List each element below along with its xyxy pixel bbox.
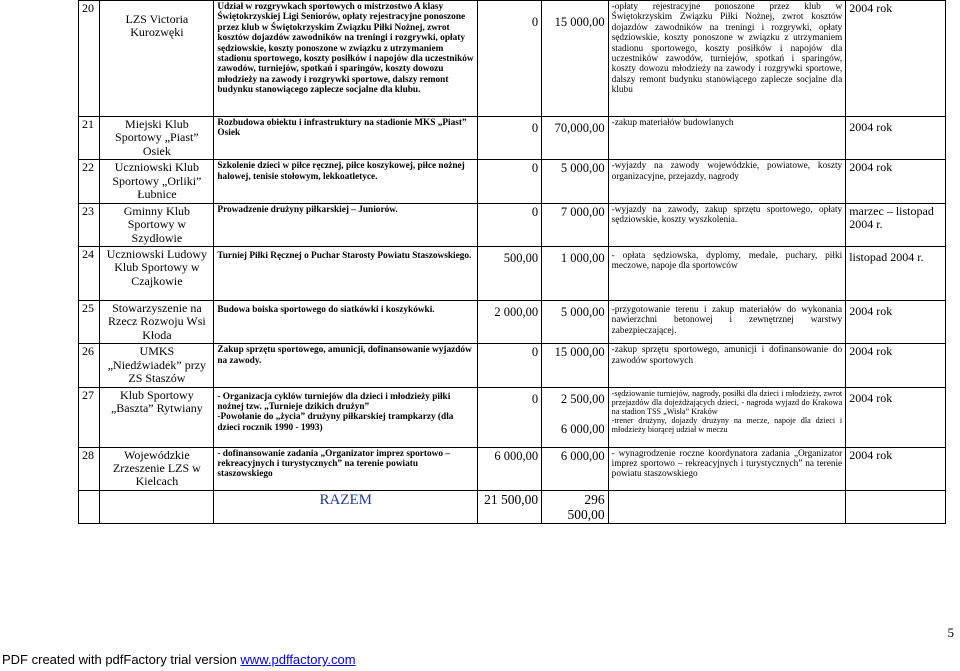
row-number: 26 xyxy=(79,344,100,387)
organization-name: Uczniowski Klub Sportowy „Orliki” Łubnice xyxy=(100,160,214,203)
cost-description: -opłaty rejestracyjne ponoszone przez klub w Świętokrzyskim Związku Piłki Nożnej, zwrot kosztów dojazdów zawodników na treningi i rozgrywki, opłaty sędziowskie, koszty ponoszone w związku z utrzymaniem stadionu sportowego, koszty posiłków i napojów dla uczestników zawodów, turniejów, spotkań i sparingów, koszty dowozu młodzieży na zawody i rozgrywki sportowe, dalszy remont budynku stanowiącego zaplecze socjalne dla klubu xyxy=(608,1,846,117)
summary-row xyxy=(79,490,946,523)
table-row xyxy=(79,246,946,300)
grant-amount: 1 000,00 xyxy=(542,246,609,300)
table-row xyxy=(79,160,946,203)
task-line: - Organizacja cyklów turniejów dla dzieci i młodzieży piłki nożnej tzw. „Turniejе dzikich drużyn” xyxy=(217,391,451,412)
organization-name: UMKS „Niedźwiadek” przy ZS Staszów xyxy=(100,344,214,387)
row-number: 27 xyxy=(79,387,100,447)
organization-name: LZS Victoria Kurozwęki xyxy=(100,1,214,117)
row-number: 22 xyxy=(79,160,100,203)
deadline: marzec – listopad 2004 r. xyxy=(846,203,946,246)
table-row xyxy=(79,300,946,343)
grant-amount: 6 000,00 xyxy=(542,447,609,490)
table-row xyxy=(79,203,946,246)
table-row xyxy=(79,117,946,160)
row-number: 25 xyxy=(79,300,100,343)
table-row xyxy=(79,387,946,447)
cost-description: -wyjazdy na zawody wojewódzkie, powiatowe, koszty organizacyjne, przejazdy, nagrody xyxy=(608,160,846,203)
table-row xyxy=(79,447,946,490)
cost-description: -zakup sprzętu sportowego, amunicji i dofinansowanie do zawodów sportowych xyxy=(608,344,846,387)
cost-description: - wynagrodzenie roczne koordynatora zadania „Organizator imprez sportowo – rekreacyjnych i turystycznych” na terenie powiatu staszowskiego xyxy=(608,447,846,490)
task-title: Turniej Piłki Ręcznej o Puchar Starosty Powiatu Staszowskiego. xyxy=(214,246,478,300)
row-number: 20 xyxy=(79,1,100,117)
task-title: Udział w rozgrywkach sportowych o mistrzostwo A klasy Świętokrzyskiej Ligi Seniorów, opłaty rejestracyjne ponoszone przez klub w Świętokrzyskim Związku Piłki Nożnej, zwrot kosztów dojazdów zawodników na treningi i rozgrywki, opłaty sędziowskie, koszty ponoszone w związku z utrzymaniem stadionu sportowego, koszty posiłków i napojów dla uczestników zawodów, turniejów, spotkań i sparingów, koszty dowozu młodzieży na zawody i rozgrywki sportowe, dalszy remont budynku stanowiącego zaplecze socjalne dla klubu. xyxy=(214,1,478,117)
cost-description xyxy=(608,387,846,447)
grant-table xyxy=(78,0,946,524)
row-number: 24 xyxy=(79,246,100,300)
own-funds: 0 xyxy=(478,1,542,117)
task-line: -Powołanie do „życia” drużyny piłkarskiej trampkarzy (dla dzieci rocznik 1990 - 1993) xyxy=(217,412,454,433)
deadline: 2004 rok xyxy=(846,387,946,447)
organization-name: Gminny Klub Sportowy w Szydłowie xyxy=(100,203,214,246)
own-funds: 2 000,00 xyxy=(478,300,542,343)
deadline: 2004 rok xyxy=(846,300,946,343)
row-number: 28 xyxy=(79,447,100,490)
footer-link[interactable]: www.pdffactory.com xyxy=(240,652,356,667)
cost-description: -wyjazdy na zawody, zakup sprzętu sportowego, opłaty sędziowskie, koszty wyszkolenia. xyxy=(608,203,846,246)
grant-total: 296 500,00 xyxy=(542,490,609,523)
own-funds-total: 21 500,00 xyxy=(478,490,542,523)
footer-text: PDF created with pdfFactory trial version xyxy=(2,652,241,667)
grant-amount: 15 000,00 xyxy=(542,1,609,117)
own-funds: 6 000,00 xyxy=(478,447,542,490)
task-title: Budowa boiska sportowego do siatkówki i koszykówki. xyxy=(214,300,478,343)
cost-description: - opłata sędziowska, dyplomy, medale, puchary, piłki meczowe, napoje dla sportowców xyxy=(608,246,846,300)
grant-amount: 15 000,00 xyxy=(542,344,609,387)
pdf-footer xyxy=(2,652,356,667)
deadline: 2004 rok xyxy=(846,117,946,160)
grant-amount xyxy=(542,387,609,447)
own-funds: 0 xyxy=(478,160,542,203)
grant-amount: 5 000,00 xyxy=(542,160,609,203)
deadline: 2004 rok xyxy=(846,447,946,490)
organization-name: Klub Sportowy „Baszta” Rytwiany xyxy=(100,387,214,447)
row-number: 21 xyxy=(79,117,100,160)
desc-line: -trener drużyny, dojazdy drużyny na mecze, napoje dla dzieci i młodzieży biorącej udział w meczu xyxy=(611,416,843,435)
task-title: Prowadzenie drużyny piłkarskiej – Juniorów. xyxy=(214,203,478,246)
row-number: 23 xyxy=(79,203,100,246)
desc-line: -sędziowanie turniejów, nagrody, posiłki dla dzieci i młodzieży, zwrot przejazdów dla dojeżdżających dzieci, - nagroda wyjazd do Krakowa na stadion TSS „Wisła” Kraków xyxy=(611,388,843,416)
grant-line: 2 500,00 xyxy=(560,391,605,406)
task-title: Rozbudowa obiektu i infrastruktury na stadionie MKS „Piast” Osiek xyxy=(214,117,478,160)
deadline: listopad 2004 r. xyxy=(846,246,946,300)
table-row xyxy=(79,344,946,387)
deadline: 2004 rok xyxy=(846,344,946,387)
task-title: - dofinansowanie zadania „Organizator imprez sportowo – rekreacyjnych i turystycznych” na terenie powiatu staszowskiego xyxy=(214,447,478,490)
own-funds: 0 xyxy=(478,344,542,387)
grant-amount: 5 000,00 xyxy=(542,300,609,343)
page-number: 5 xyxy=(947,625,954,640)
own-funds: 500,00 xyxy=(478,246,542,300)
deadline: 2004 rok xyxy=(846,160,946,203)
deadline: 2004 rok xyxy=(846,1,946,117)
own-funds: 0 xyxy=(478,387,542,447)
organization-name: Miejski Klub Sportowy „Piast” Osiek xyxy=(100,117,214,160)
table-row xyxy=(79,1,946,117)
cost-description: -przygotowanie terenu i zakup materiałów do wykonania nawierzchni betonowej i zewnętrznej warstwy zabezpieczającej. xyxy=(608,300,846,343)
task-title: Zakup sprzętu sportowego, amunicji, dofinansowanie wyjazdów na zawody. xyxy=(214,344,478,387)
grant-amount: 7 000,00 xyxy=(542,203,609,246)
organization-name: Wojewódzkie Zrzeszenie LZS w Kielcach xyxy=(100,447,214,490)
own-funds: 0 xyxy=(478,203,542,246)
organization-name: Stowarzyszenie na Rzecz Rozwoju Wsi Kłoda xyxy=(100,300,214,343)
grant-amount: 70,000,00 xyxy=(542,117,609,160)
task-title xyxy=(214,387,478,447)
cost-description: -zakup materiałów budowlanych xyxy=(608,117,846,160)
summary-label: RAZEM xyxy=(214,490,478,523)
organization-name: Uczniowski Ludowy Klub Sportowy w Czajkowie xyxy=(100,246,214,300)
task-title: Szkolenie dzieci w piłce ręcznej, piłce koszykowej, piłce nożnej halowej, tenisie stołowym, lekkoatletyce. xyxy=(214,160,478,203)
own-funds: 0 xyxy=(478,117,542,160)
grant-line: 6 000,00 xyxy=(560,421,605,436)
